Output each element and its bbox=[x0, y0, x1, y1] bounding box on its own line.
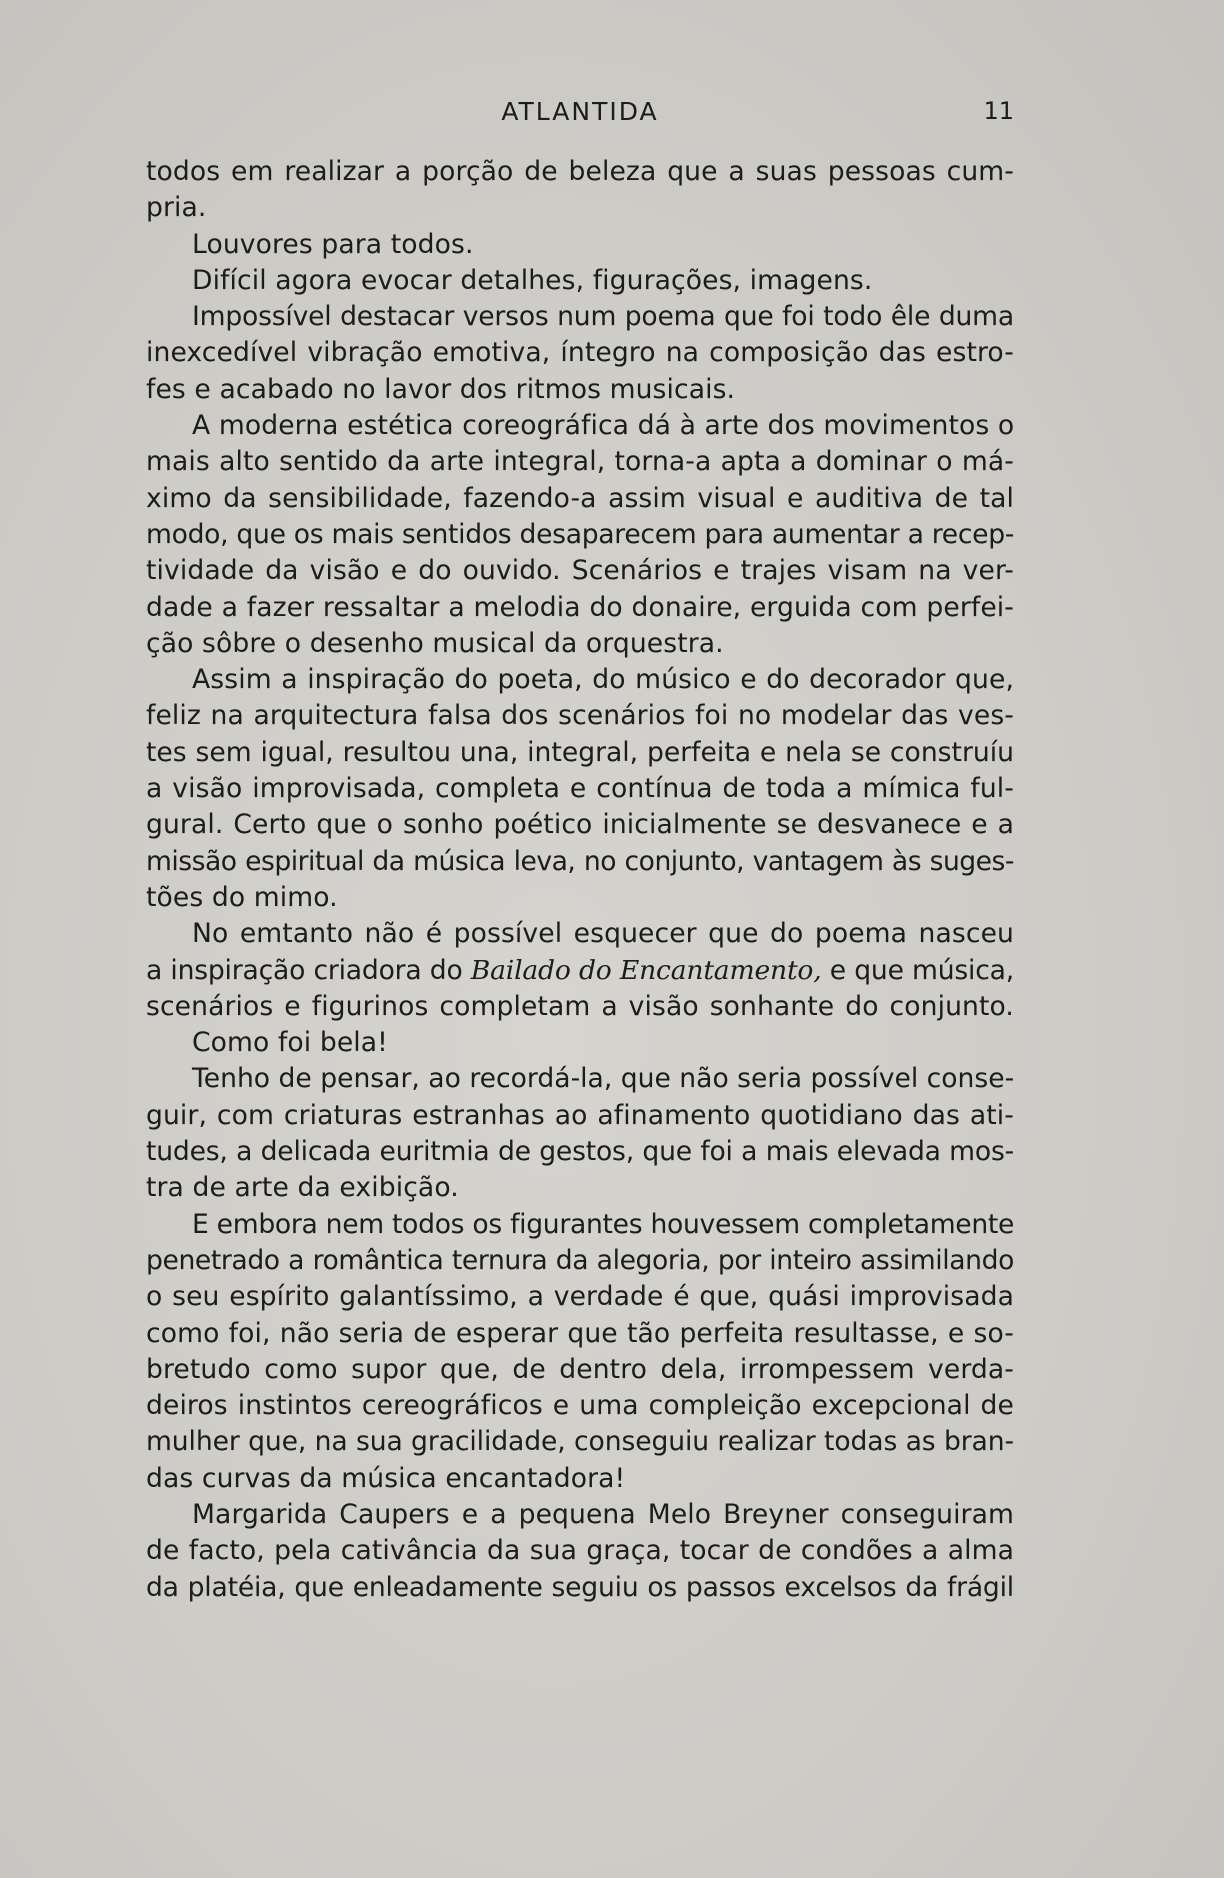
text-line: bretudo como supor que, de dentro dela, irrompessem verda- bbox=[146, 1353, 1014, 1385]
text-line: missão espiritual da música leva, no conjunto, vantagem às suges- bbox=[146, 845, 1014, 877]
text-line: penetrado a romântica ternura da alegoria, por inteiro assimilando bbox=[146, 1244, 1014, 1276]
text-line: No emtanto não é possível esquecer que do poema nasceu bbox=[192, 918, 1014, 950]
text-line: Louvores para todos. bbox=[192, 228, 474, 260]
text-line: A moderna estética coreográfica dá à arte dos movimentos o bbox=[192, 410, 1015, 442]
text-line: Tenho de pensar, ao recordá-la, que não seria possível conse- bbox=[192, 1063, 1015, 1095]
text-line: Difícil agora evocar detalhes, figurações, imagens. bbox=[192, 264, 873, 296]
text-segment: e que música, bbox=[821, 954, 1014, 986]
running-head-title: ATLANTIDA bbox=[501, 97, 659, 126]
text-line: deiros instintos cereográficos e uma compleição excepcional de bbox=[146, 1390, 1014, 1422]
text-line: dade a fazer ressaltar a melodia do donaire, erguida com perfei- bbox=[146, 591, 1014, 623]
text-line bbox=[146, 953, 1014, 989]
text-line: das curvas da música encantadora! bbox=[146, 1462, 626, 1494]
running-head bbox=[146, 97, 1014, 129]
text-line: ximo da sensibilidade, fazendo-a assim visual e auditiva de tal bbox=[146, 482, 1014, 514]
text-line: mulher que, na sua gracilidade, conseguiu realizar todas as bran- bbox=[146, 1426, 1014, 1458]
text-line: tra de arte da exibição. bbox=[146, 1172, 459, 1204]
text-line: de facto, pela cativância da sua graça, tocar de condões a alma bbox=[146, 1535, 1014, 1567]
text-line: da platéia, que enleadamente seguiu os passos excelsos da frágil bbox=[146, 1571, 1014, 1603]
text-line: Margarida Caupers e a pequena Melo Breyner conseguiram bbox=[192, 1498, 1014, 1530]
text-line: E embora nem todos os figurantes houvessem completamente bbox=[192, 1208, 1015, 1240]
text-line: modo, que os mais sentidos desaparecem para aumentar a recep- bbox=[146, 518, 1015, 550]
page-number: 11 bbox=[983, 97, 1014, 125]
italic-title: Bailado do Encantamento, bbox=[470, 954, 822, 986]
text-line: ção sôbre o desenho musical da orquestra. bbox=[146, 627, 724, 659]
text-line: tões do mimo. bbox=[146, 881, 338, 913]
text-line: feliz na arquitectura falsa dos scenários foi no modelar das ves- bbox=[146, 700, 1014, 732]
text-line: tividade da visão e do ouvido. Scenários e trajes visam na ver- bbox=[146, 555, 1014, 587]
text-line: Impossível destacar versos num poema que foi todo êle duma bbox=[192, 301, 1014, 333]
text-line: Assim a inspiração do poeta, do músico e do decorador que, bbox=[192, 664, 1014, 696]
text-line: mais alto sentido da arte integral, torna-a apta a dominar o má- bbox=[146, 446, 1014, 478]
text-line: tudes, a delicada euritmia de gestos, que foi a mais elevada mos- bbox=[146, 1136, 1014, 1168]
text-line: a visão improvisada, completa e contínua de toda a mímica ful- bbox=[146, 773, 1014, 805]
text-line: tes sem igual, resultou una, integral, perfeita e nela se construíu bbox=[146, 736, 1014, 768]
text-line: scenários e figurinos completam a visão sonhante do conjunto. bbox=[146, 990, 1014, 1022]
text-line: inexcedível vibração emotiva, íntegro na composição das estro- bbox=[146, 337, 1014, 369]
text-segment: a inspiração criadora do bbox=[146, 954, 471, 986]
body-text bbox=[146, 154, 1014, 1606]
text-line: o seu espírito galantíssimo, a verdade é que, quási improvisada bbox=[146, 1281, 1014, 1313]
text-line: todos em realizar a porção de beleza que a suas pessoas cum- bbox=[146, 156, 1014, 187]
text-line: gural. Certo que o sonho poético inicialmente se desvanece e a bbox=[146, 809, 1014, 841]
text-line: como foi, não seria de esperar que tão perfeita resultasse, e so- bbox=[146, 1317, 1014, 1349]
text-line: guir, com criaturas estranhas ao afinamento quotidiano das ati- bbox=[146, 1099, 1014, 1131]
text-line: Como foi bela! bbox=[192, 1027, 388, 1059]
text-line: fes e acabado no lavor dos ritmos musicais. bbox=[146, 373, 736, 405]
text-line: pria. bbox=[146, 192, 207, 224]
